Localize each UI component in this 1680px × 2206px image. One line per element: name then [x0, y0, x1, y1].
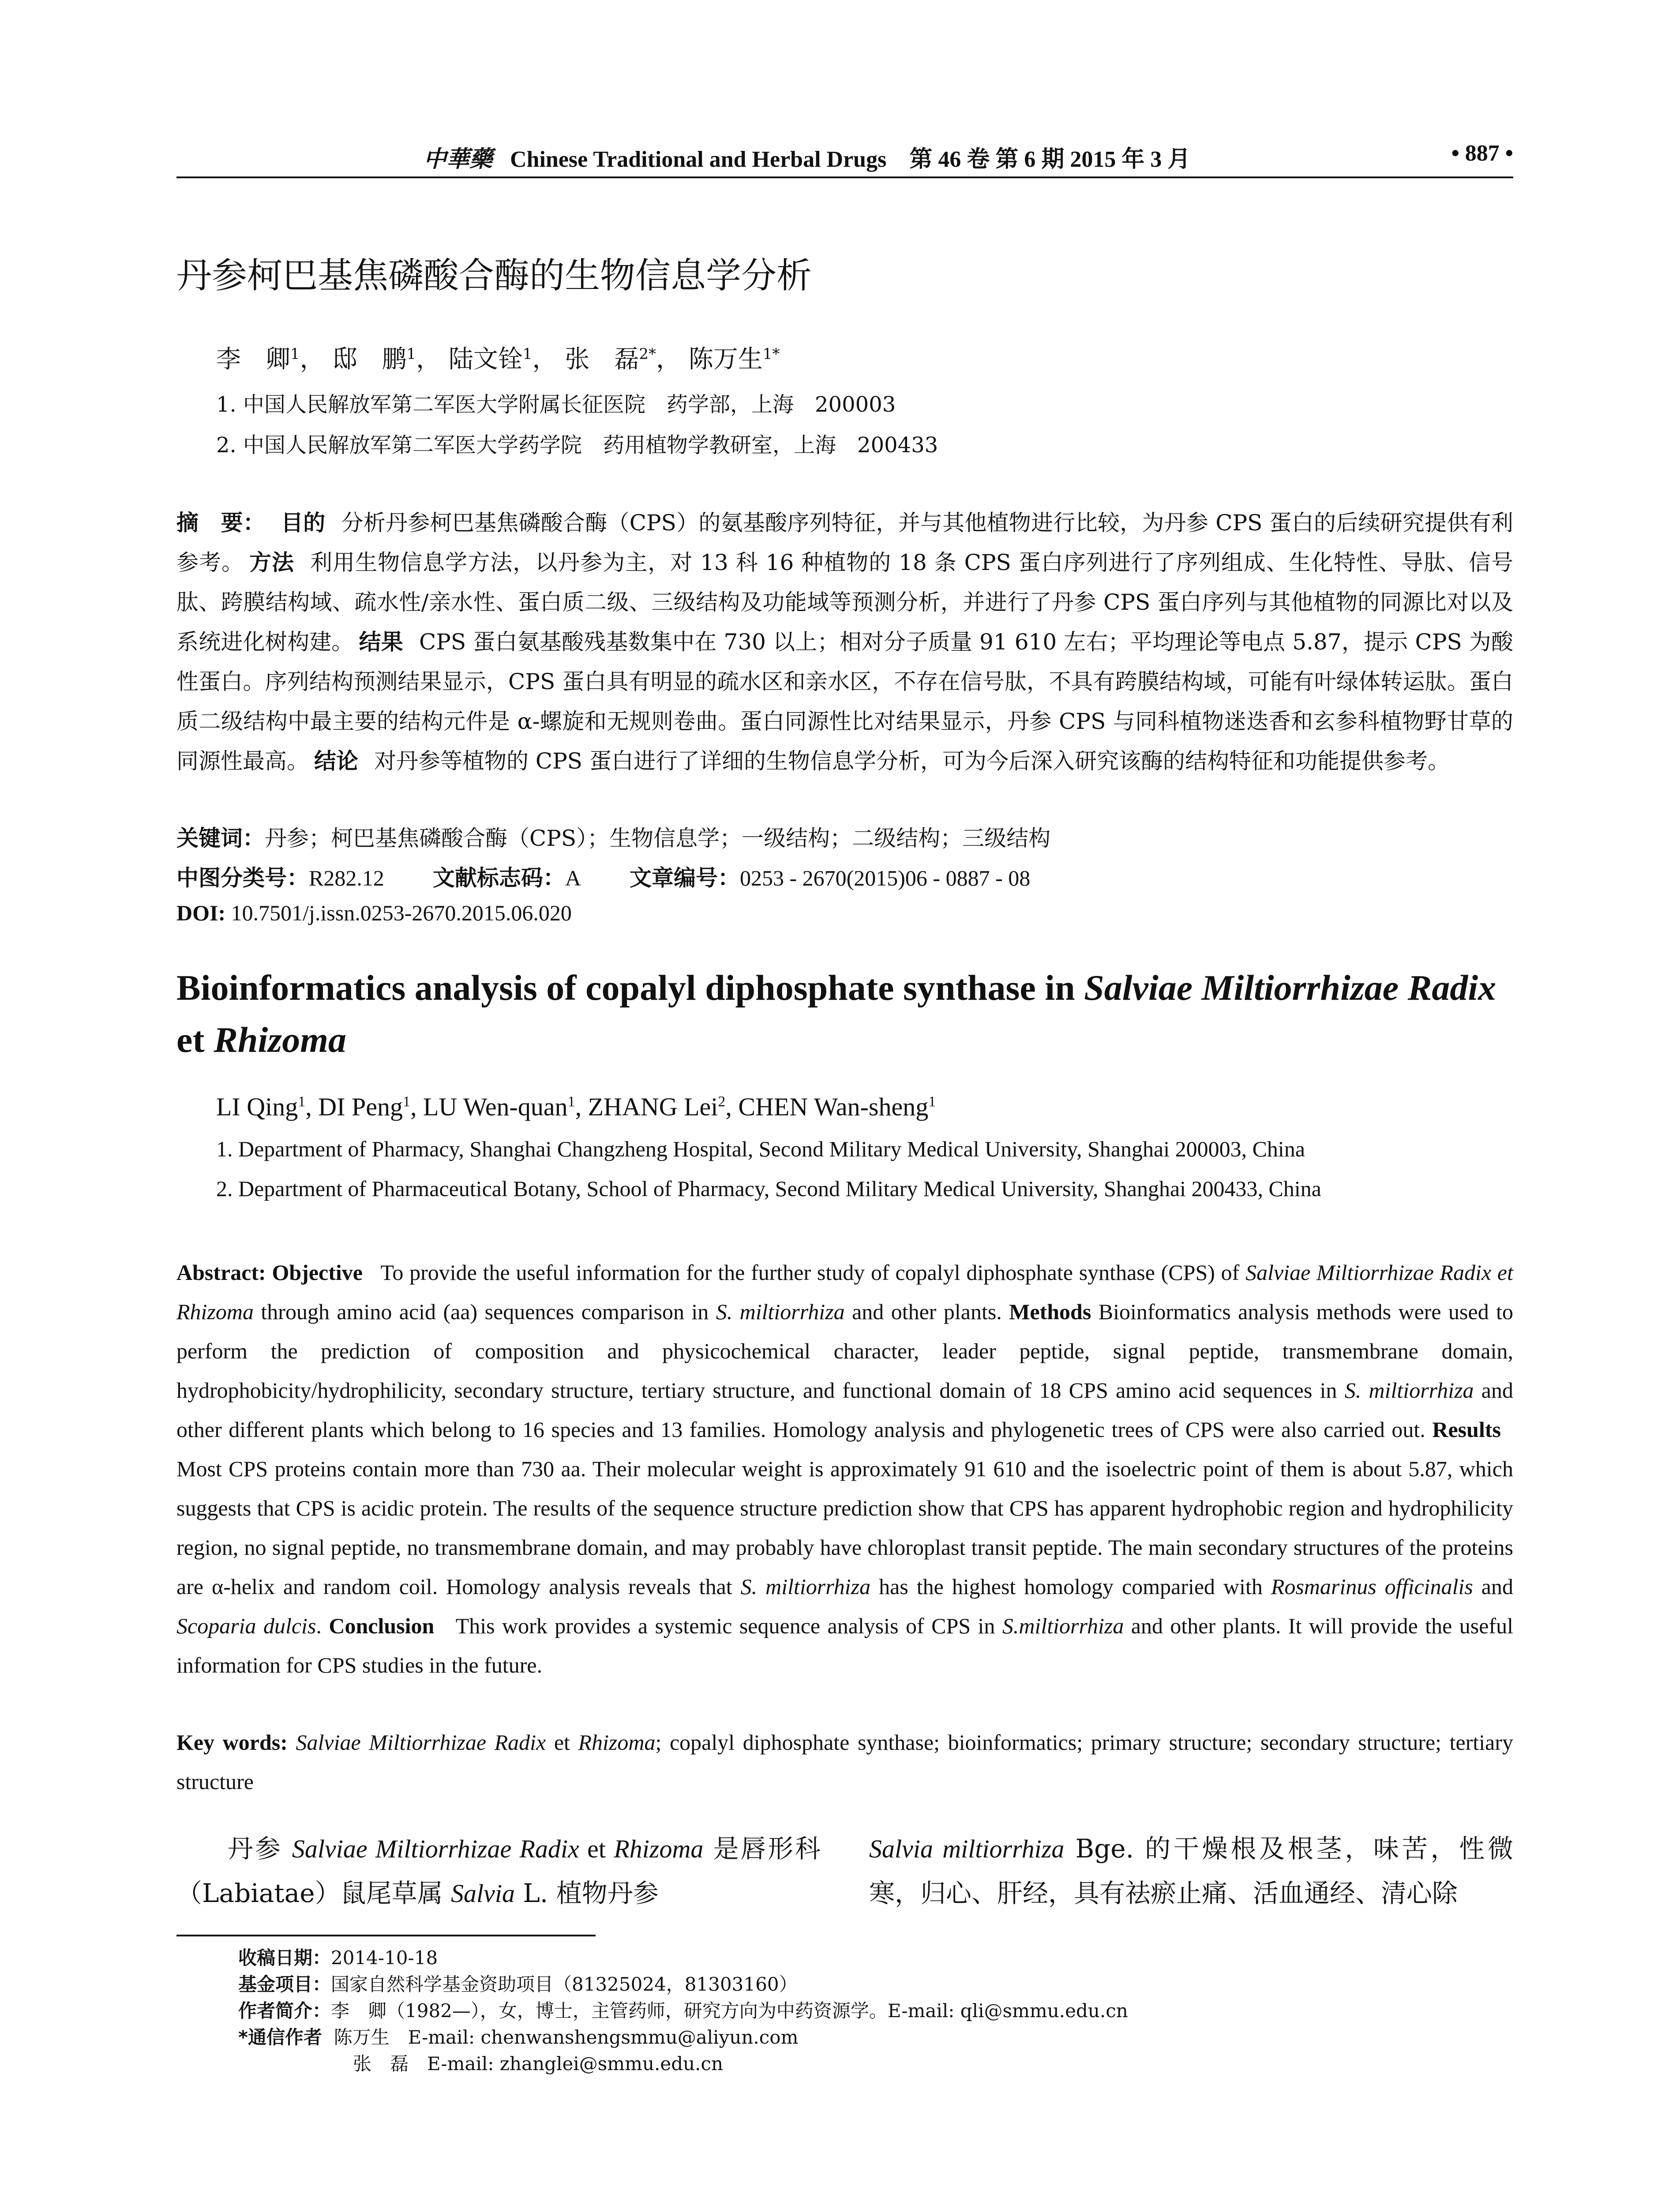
author-sup: 1	[522, 345, 532, 363]
en-author: LU Wen-quan	[423, 1092, 568, 1121]
header-rule	[176, 176, 1513, 178]
footnote-text: 国家自然科学基金资助项目（81325024，81303160）	[331, 1973, 798, 1995]
cn-affiliation-1: 1. 中国人民解放军第二军医大学附属长征医院 药学部，上海 200003	[216, 392, 896, 417]
en-affiliation-2: 2. Department of Pharmaceutical Botany, School of Pharmacy, Second Military Medical University, Shanghai 200433, China	[216, 1176, 1321, 1201]
cn-keywords	[176, 821, 1050, 852]
en-author: ZHANG Lei	[588, 1092, 718, 1121]
en-keywords-text: et	[546, 1730, 578, 1755]
en-keywords-italic: Salviae Miltiorrhizae Radix	[296, 1730, 546, 1755]
footnote-text: 2014-10-18	[331, 1947, 438, 1969]
cn-conclusion: 对丹参等植物的 CPS 蛋白进行了详细的生物信息学分析，可为今后深入研究该酶的结构特征和功能提供参考。	[374, 748, 1450, 774]
cn-keywords-text: 丹参；柯巴基焦磷酸合酶（CPS）；生物信息学；一级结构；二级结构；三级结构	[265, 825, 1051, 851]
en-authors: LI Qing$^1$, DI Peng$^1$, LU Wen-quan$^1$, ZHANG Lei$^2$, CHEN Wan-sheng$^1$	[216, 1092, 936, 1121]
doc-code-value: A	[565, 866, 581, 890]
footnote-corresponding-2: 张 磊 E-mail: zhanglei@smmu.edu.cn	[353, 2053, 724, 2075]
running-header	[176, 140, 1513, 176]
en-keywords-text: ; copalyl diphosphate synthase; bioinformatics; primary structure; secondary structure; tertiary structure	[176, 1730, 1513, 1794]
author-sup: 2	[718, 1093, 726, 1110]
en-abstract-italic: S.miltiorrhiza	[1002, 1613, 1124, 1638]
en-abstract-text: and	[1473, 1574, 1513, 1599]
en-abstract-text: To provide the useful information for the further study of copalyl diphosphate synthase (CPS) of	[380, 1260, 1246, 1285]
cn-author: 陆文铨	[448, 345, 523, 374]
footnote-text: 李 卿（1982—），女，博士，主管药师，研究方向为中药资源学。E-mail: qli@smmu.edu.cn	[331, 2000, 1128, 2022]
en-title-italic: Rhizoma	[214, 1020, 346, 1060]
en-title-italic: Salviae Miltiorrhizae Radix	[1084, 968, 1496, 1008]
en-abstract	[176, 1253, 1513, 1685]
en-abstract-text: and other plants. It will provide the useful information for CPS studies in the future.	[176, 1613, 1513, 1677]
cn-methods: 利用生物信息学方法，以丹参为主，对 13 科 16 种植物的 18 条 CPS 蛋白序列进行了序列组成、生化特性、导肽、信号肽、跨膜结构域、疏水性/亲水性、蛋白质二级、三级结构及功能域等预测分析，并进行了丹参 CPS 蛋白序列与其他植物的同源比对以及系统进化树构建。	[176, 550, 1514, 655]
en-abstract-label: Abstract:	[176, 1260, 266, 1285]
en-abstract-text: This work provides a systemic sequence analysis of CPS in	[455, 1613, 1002, 1638]
article-no-label: 文章编号：	[629, 865, 740, 891]
en-abstract-italic: S. miltiorrhiza	[740, 1574, 871, 1599]
en-methods-label: Methods	[1009, 1299, 1091, 1324]
cn-methods-label: 方法	[249, 550, 295, 575]
journal-info	[424, 140, 1190, 173]
article-no-value: 0253 - 2670(2015)06 - 0887 - 08	[739, 866, 1031, 890]
body-italic: Salvia	[451, 1879, 515, 1908]
author-sup: 1	[402, 1093, 410, 1110]
body-italic: Rhizoma	[614, 1835, 704, 1863]
cn-conclusion-label: 结论	[314, 748, 358, 774]
en-keywords	[176, 1723, 1513, 1801]
en-abstract-italic: S. miltiorrhiza	[716, 1299, 845, 1324]
doi-value: 10.7501/j.issn.0253-2670.2015.06.020	[231, 900, 572, 925]
page-number: • 887 •	[1451, 141, 1513, 166]
en-title-text: Bioinformatics analysis of copalyl diphosphate synthase in	[176, 968, 1084, 1008]
footnote-corresponding	[238, 2023, 798, 2049]
footnote-received	[238, 1943, 438, 1970]
en-abstract-italic: Rosmarinus officinalis	[1271, 1574, 1473, 1599]
en-abstract-text: Most CPS proteins contain more than 730 aa. Their molecular weight is approximately 91 610 and the isoelectric point of them is about 5.87, which suggests that CPS is acidic protein. The results of the sequence structure prediction show that CPS has apparent hydrophobic region and hydrophilicity region, no signal peptide, no transmembrane domain, and may probably have chloroplast transit peptide. The main secondary structures of the proteins are α-helix and random coil. Homology analysis reveals that	[176, 1456, 1513, 1599]
footnote-author-bio	[238, 1996, 1128, 2023]
en-abstract-text: Bioinformatics analysis methods were used to perform the prediction of composition and physicochemical character, leader peptide, signal peptide, transmembrane domain, hydrophobicity/hydrophilicity, secondary structure, tertiary structure, and functional domain of 18 CPS amino acid sequences in	[176, 1299, 1514, 1403]
en-author: CHEN Wan-sheng	[738, 1092, 929, 1121]
author-sup: 1	[928, 1093, 936, 1110]
body-text: Bge. 的干燥根及根茎，味苦，性微寒，归心、肝经，具有祛瘀止痛、活血通经、清心除	[869, 1834, 1513, 1908]
en-title	[176, 962, 1513, 1066]
cn-abstract-label: 摘 要：	[176, 510, 265, 536]
journal-name: Chinese Traditional and Herbal Drugs 第 46 卷 第 6 期 2015 年 3 月	[510, 147, 1191, 172]
footnote-text: 陈万生 E-mail: chenwanshengsmmu@aliyun.com	[334, 2026, 799, 2048]
author-sup: 1	[290, 345, 300, 363]
en-affiliation-1: 1. Department of Pharmacy, Shanghai Changzheng Hospital, Second Military Medical University, Shanghai 200003, China	[216, 1137, 1305, 1161]
en-abstract-text: .	[316, 1613, 322, 1638]
author-sup: 1	[567, 1093, 575, 1110]
en-abstract-text: has the highest homology comparied with	[870, 1574, 1271, 1599]
en-conclusion-label: Conclusion	[329, 1613, 435, 1638]
footnote-fund	[238, 1970, 798, 1996]
cn-authors: 李 卿$^1$， 邸 鹏$^1$， 陆文铨$^1$， 张 磊$^{2*}$， 陈万生$^{1*}$	[216, 345, 780, 374]
cn-results: CPS 蛋白氨基酸残基数集中在 730 以上；相对分子质量 91 610 左右；平均理论等电点 5.87，提示 CPS 为酸性蛋白。序列结构预测结果显示，CPS 蛋白具有明显的疏水区和亲水区，不存在信号肽，不具有跨膜结构域，可能有叶绿体转运肽。蛋白质二级结构中最主要的结构元件是 α-螺旋和无规则卷曲。蛋白同源性比对结果显示，丹参 CPS 与同科植物迷迭香和玄参科植物野甘草的同源性最高。	[176, 629, 1514, 774]
cn-objective-label: 目的	[281, 510, 326, 536]
cn-objective: 分析丹参柯巴基焦磷酸合酶（CPS）的氨基酸序列特征，并与其他植物进行比较，为丹参 CPS 蛋白的后续研究提供有利参考。	[176, 510, 1514, 575]
body-column-right	[869, 1827, 1513, 1915]
clc-value: R282.12	[309, 866, 384, 890]
footnote-label: 收稿日期：	[238, 1947, 331, 1969]
clc-label: 中图分类号：	[176, 865, 309, 891]
en-objective-label: Objective	[272, 1260, 363, 1285]
en-abstract-text: through amino acid (aa) sequences comparison in	[254, 1299, 716, 1324]
cn-results-label: 结果	[359, 629, 404, 655]
author-sup: 1*	[762, 345, 780, 363]
en-author: DI Peng	[318, 1092, 403, 1121]
en-abstract-text: and other different plants which belong to 16 species and 13 families. Homology analysis and phylogenetic trees of CPS were also carried out.	[176, 1378, 1513, 1442]
cn-author: 李 卿	[216, 345, 290, 374]
en-keywords-label: Key words:	[176, 1730, 288, 1755]
cn-title: 丹参柯巴基焦磷酸合酶的生物信息学分析	[176, 255, 812, 296]
body-text: et	[579, 1835, 614, 1863]
footnote-label: 作者简介：	[238, 2000, 331, 2022]
en-title-text: et	[176, 1020, 214, 1060]
doi-label: DOI:	[176, 900, 226, 925]
en-author: LI Qing	[216, 1092, 298, 1121]
en-abstract-italic: S. miltiorrhiza	[1344, 1378, 1474, 1403]
doc-code-label: 文献标志码：	[432, 865, 565, 891]
body-italic: Salviae Miltiorrhizae Radix	[292, 1835, 579, 1863]
en-abstract-italic: Salviae Miltiorrhizae Radix et Rhizoma	[176, 1260, 1514, 1324]
author-sup: 1	[406, 345, 416, 363]
author-sup: 1	[298, 1093, 306, 1110]
cn-classification	[176, 860, 1030, 892]
cn-abstract	[176, 503, 1513, 781]
cn-author: 张 磊	[565, 345, 639, 374]
doi	[176, 900, 572, 926]
body-text: L. 植物丹参	[514, 1878, 659, 1908]
footnote-rule	[176, 1935, 596, 1936]
body-text: 是唇形科（Labiatae）鼠尾草属	[176, 1834, 821, 1908]
body-text: 丹参	[228, 1834, 292, 1864]
body-italic: Salvia miltiorrhiza	[869, 1835, 1065, 1863]
en-keywords-italic: Rhizoma	[578, 1730, 656, 1755]
footnote-label: 基金项目：	[238, 1973, 331, 1995]
cn-affiliation-2: 2. 中国人民解放军第二军医大学药学院 药用植物学教研室，上海 200433	[216, 433, 938, 458]
en-abstract-text: and other plants.	[844, 1299, 1002, 1324]
body-column-left	[176, 1827, 821, 1916]
en-abstract-italic: Scoparia dulcis	[176, 1613, 316, 1638]
author-sup: 2*	[639, 345, 656, 363]
en-results-label: Results	[1432, 1417, 1501, 1442]
cn-author: 邸 鹏	[332, 345, 407, 374]
journal-logo: 中華藥	[424, 146, 493, 173]
footnote-label: *通信作者	[238, 2026, 322, 2048]
cn-author: 陈万生	[688, 345, 763, 374]
cn-keywords-label: 关键词：	[176, 825, 265, 851]
